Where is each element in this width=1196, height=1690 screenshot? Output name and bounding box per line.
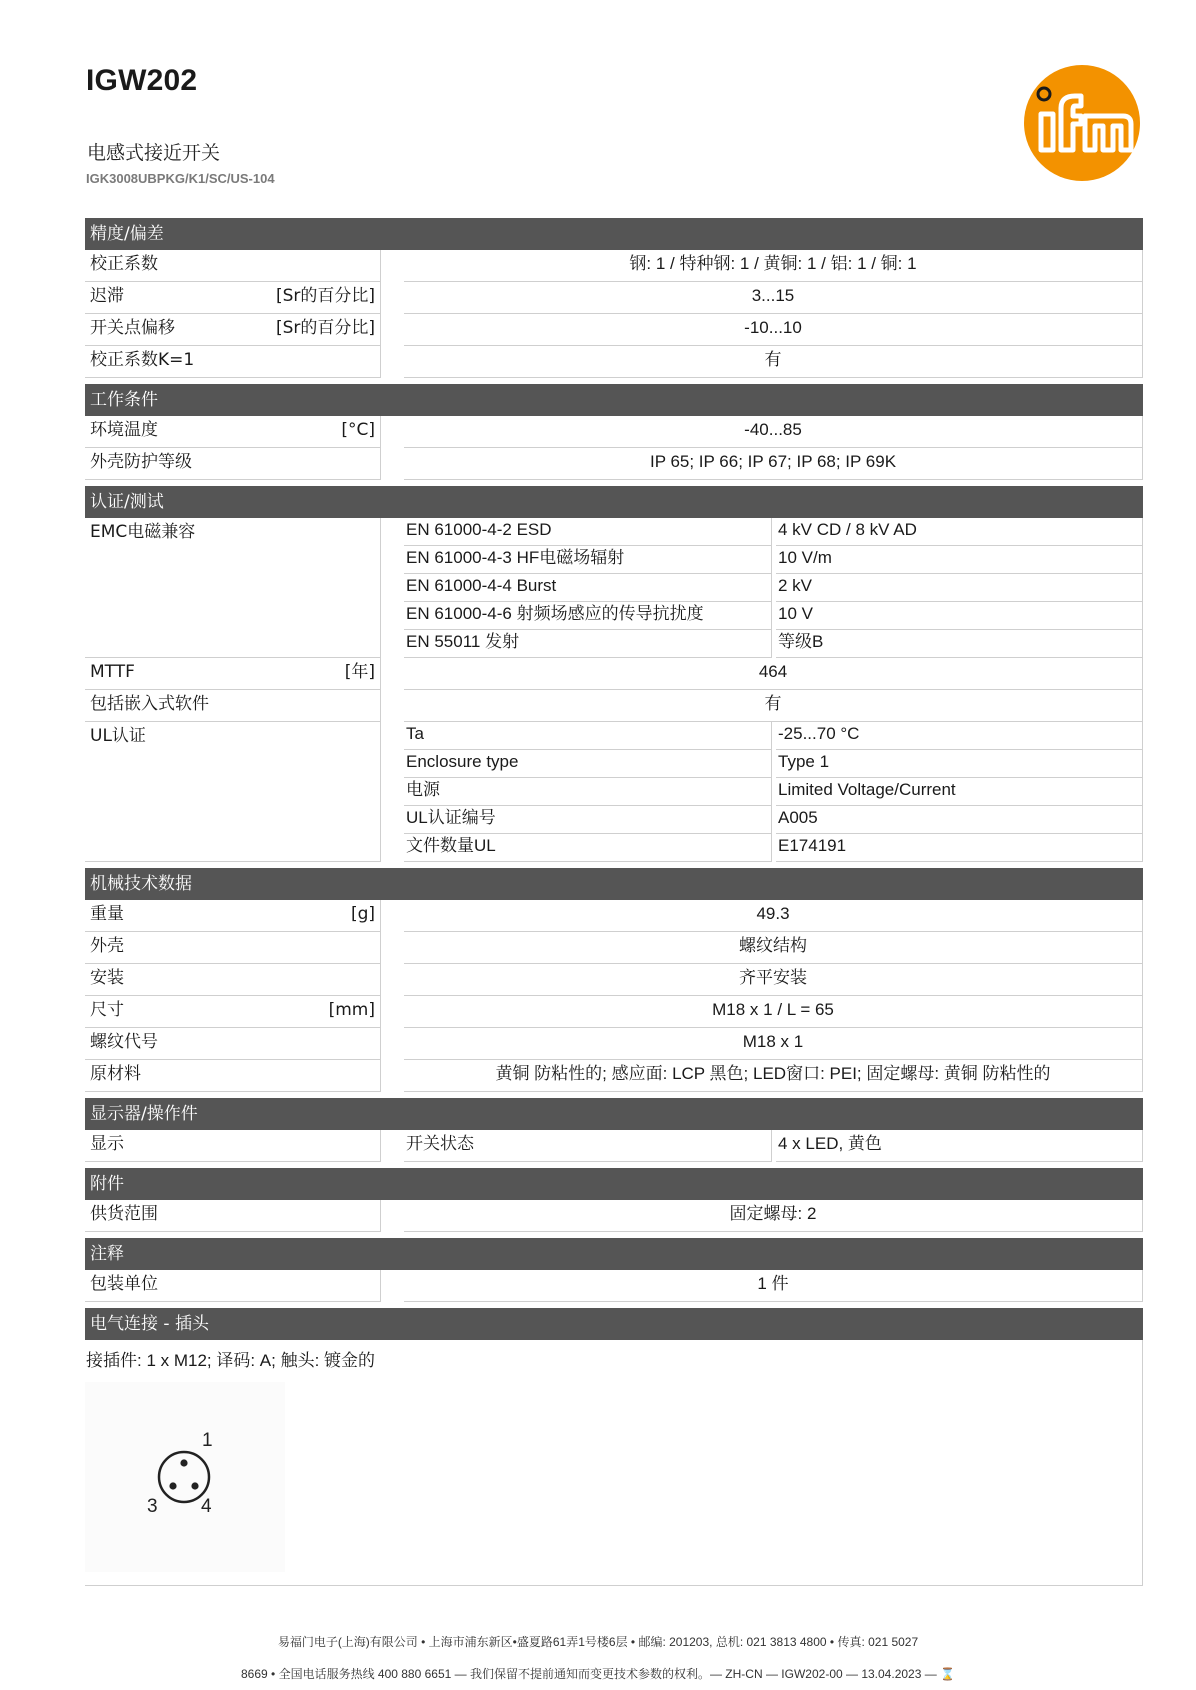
spec-label: 迟滞 [Sr的百分比] [85, 282, 381, 314]
spec-value: 464 [404, 658, 1143, 690]
spec-label: 环境温度 [°C] [85, 416, 381, 448]
spec-row [85, 690, 1143, 722]
spec-label: EMC电磁兼容 [85, 518, 381, 658]
spec-value: IP 65; IP 66; IP 67; IP 68; IP 69K [404, 448, 1143, 480]
pin-3 [169, 1482, 176, 1489]
section-header-accessories: 附件 [85, 1168, 1143, 1200]
spec-value: 49.3 [404, 900, 1143, 932]
spec-value: 有 [404, 346, 1143, 378]
spec-row [85, 964, 1143, 996]
section-header-operating-conditions: 工作条件 [85, 384, 1143, 416]
spec-value: 固定螺母: 2 [404, 1200, 1143, 1232]
spec-row [85, 448, 1143, 480]
emc-row: EN 61000-4-6 射频场感应的传导抗扰度 10 V [404, 602, 1143, 630]
emc-row: EN 55011 发射 等级B [404, 630, 1143, 658]
emc-group [85, 518, 1143, 658]
ul-row: 文件数量UL E174191 [404, 834, 1143, 862]
section-header-display: 显示器/操作件 [85, 1098, 1143, 1130]
ul-row: Ta -25...70 °C [404, 722, 1143, 750]
pin-label-4: 4 [201, 1496, 212, 1517]
spec-row [85, 932, 1143, 964]
spec-row [85, 282, 1143, 314]
spec-row [85, 1130, 1143, 1162]
spec-label: 供货范围 [85, 1200, 381, 1232]
connection-description: 接插件: 1 x M12; 译码: A; 触头: 镀金的 [86, 1351, 376, 1370]
footer-line-2: 8669 • 全国电话服务热线 400 880 6651 — 我们保留不提前通知而变更技术参数的权利。— ZH-CN — IGW202-00 — 13.04.2023 — ⌛ [241, 1667, 955, 1681]
display-row: 开关状态 4 x LED, 黄色 [404, 1130, 1143, 1162]
spec-value: 钢: 1 / 特种钢: 1 / 黄铜: 1 / 铝: 1 / 铜: 1 [404, 250, 1143, 282]
footer-line-1: 易福门电子(上海)有限公司 • 上海市浦东新区•盛夏路61弄1号楼6层 • 邮编: 201203, 总机: 021 3813 4800 • 传真: 021 5027 [277, 1635, 919, 1649]
ul-group [85, 722, 1143, 862]
spec-value: 齐平安装 [404, 964, 1143, 996]
spec-row [85, 346, 1143, 378]
spec-row [85, 1200, 1143, 1232]
spec-row [85, 658, 1143, 690]
spec-value: -10...10 [404, 314, 1143, 346]
spec-label: 安装 [85, 964, 381, 996]
spec-value: 3...15 [404, 282, 1143, 314]
spec-value: -40...85 [404, 416, 1143, 448]
spec-row [85, 250, 1143, 282]
spec-label: 尺寸 [mm] [85, 996, 381, 1028]
spec-row [85, 1028, 1143, 1060]
spec-label: 显示 [85, 1130, 381, 1162]
spec-value: 黄铜 防粘性的; 感应面: LCP 黑色; LED窗口: PEI; 固定螺母: 黄铜 防粘性的 [404, 1060, 1143, 1092]
spec-value: 有 [404, 690, 1143, 722]
ul-row: 电源 Limited Voltage/Current [404, 778, 1143, 806]
product-title: IGW202 [86, 64, 198, 97]
pin-label-3: 3 [147, 1496, 158, 1517]
spec-label: 重量 [g] [85, 900, 381, 932]
section-header-accuracy: 精度/偏差 [85, 218, 1143, 250]
pin-1 [180, 1459, 187, 1466]
spec-table [85, 218, 1143, 1586]
spec-label: 包括嵌入式软件 [85, 690, 381, 722]
spec-value: 螺纹结构 [404, 932, 1143, 964]
emc-row: EN 61000-4-3 HF电磁场辐射 10 V/m [404, 546, 1143, 574]
spec-label: MTTF [年] [85, 658, 381, 690]
spec-row [85, 1060, 1143, 1092]
ul-row: UL认证编号 A005 [404, 806, 1143, 834]
spec-label: 校正系数 [85, 250, 381, 282]
product-subtitle: 电感式接近开关 [87, 142, 221, 164]
spec-value: M18 x 1 / L = 65 [404, 996, 1143, 1028]
connection-panel [85, 1340, 1143, 1586]
connector-pin-diagram [85, 1382, 285, 1572]
ul-row: Enclosure type Type 1 [404, 750, 1143, 778]
spec-value: 1 件 [404, 1270, 1143, 1302]
order-code: IGK3008UBPKG/K1/SC/US-104 [86, 171, 275, 186]
spec-label: 外壳防护等级 [85, 448, 381, 480]
section-header-approvals: 认证/测试 [85, 486, 1143, 518]
pin-label-1: 1 [202, 1430, 213, 1451]
emc-row: EN 61000-4-4 Burst 2 kV [404, 574, 1143, 602]
section-header-electrical-connection: 电气连接 - 插头 [85, 1308, 1143, 1340]
section-header-mechanical: 机械技术数据 [85, 868, 1143, 900]
spec-label: 校正系数K=1 [85, 346, 381, 378]
spec-row [85, 900, 1143, 932]
spec-row [85, 416, 1143, 448]
spec-row [85, 314, 1143, 346]
spec-label: UL认证 [85, 722, 381, 862]
spec-label: 外壳 [85, 932, 381, 964]
emc-row: EN 61000-4-2 ESD 4 kV CD / 8 kV AD [404, 518, 1143, 546]
spec-label: 包装单位 [85, 1270, 381, 1302]
pin-4 [191, 1482, 198, 1489]
spec-label: 螺纹代号 [85, 1028, 381, 1060]
spec-label: 开关点偏移 [Sr的百分比] [85, 314, 381, 346]
spec-row [85, 1270, 1143, 1302]
ifm-logo-icon [1023, 64, 1141, 182]
spec-row [85, 996, 1143, 1028]
spec-value: M18 x 1 [404, 1028, 1143, 1060]
section-header-remarks: 注释 [85, 1238, 1143, 1270]
spec-label: 原材料 [85, 1060, 381, 1092]
